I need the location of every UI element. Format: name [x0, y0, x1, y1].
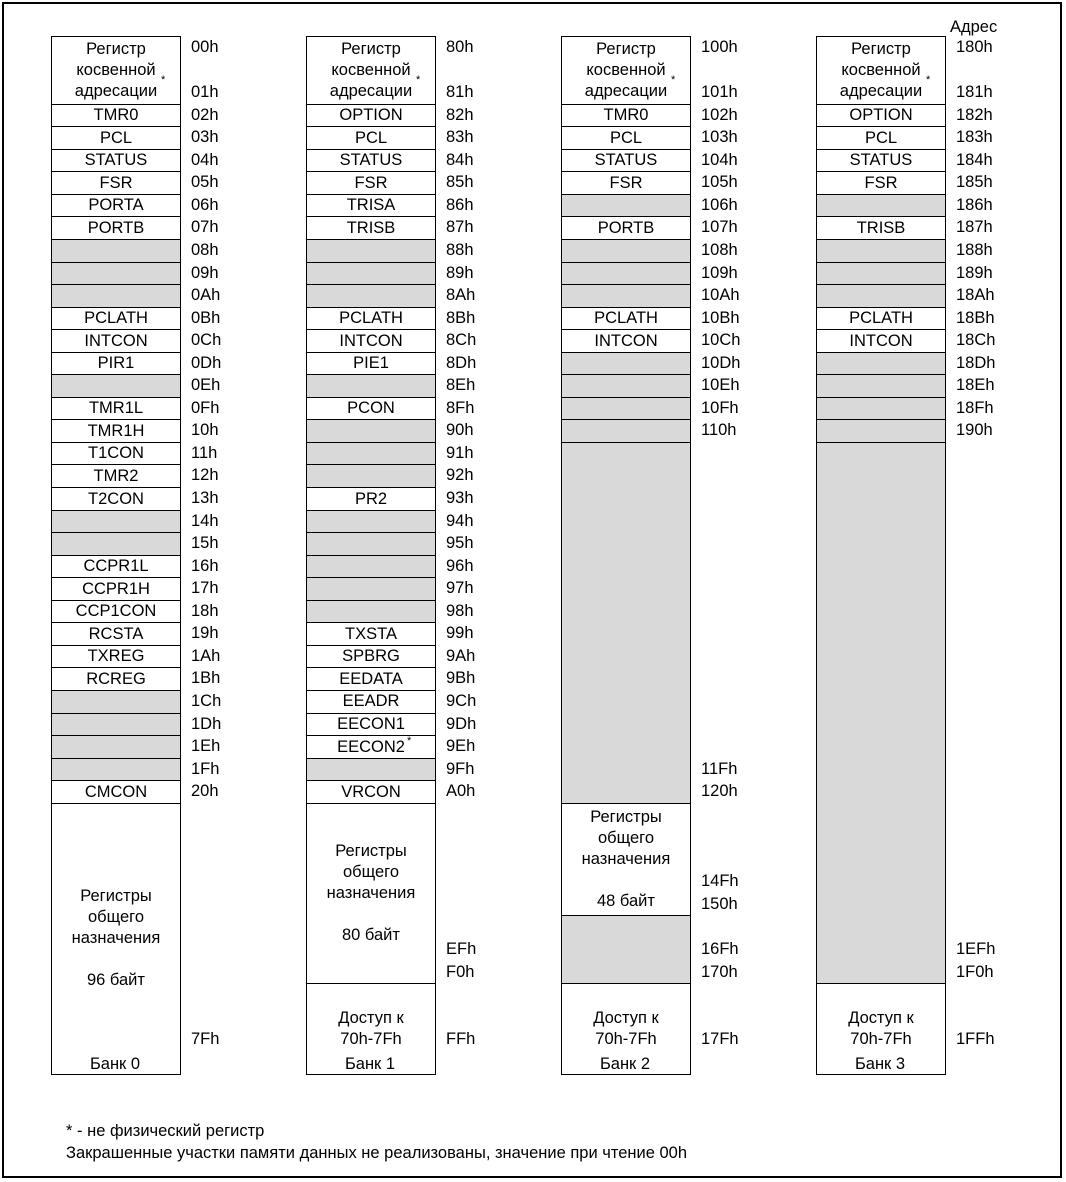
address-label: 83h	[446, 128, 474, 147]
register-cell: INTCON	[51, 329, 181, 353]
address-label: 101h	[701, 83, 738, 102]
address-label: 104h	[701, 150, 738, 169]
register-cell: T1CON	[51, 442, 181, 466]
register-cell: EECON2	[306, 735, 436, 759]
address-label: 120h	[701, 782, 738, 801]
address-label: 11h	[191, 443, 218, 462]
unimplemented-register	[816, 284, 946, 308]
register-cell: Регистры общего назначения 96 байт	[51, 803, 181, 1075]
address-label: 10Eh	[701, 376, 740, 395]
non-physical-marker: *	[671, 74, 676, 86]
address-label: 14h	[191, 511, 219, 530]
address-label: 107h	[701, 218, 738, 237]
address-label: 109h	[701, 263, 738, 282]
address-label: 0Bh	[191, 308, 221, 327]
address-label: 1Eh	[191, 737, 221, 756]
address-label: 1F0h	[956, 962, 994, 981]
address-label: 10Fh	[701, 398, 739, 417]
unimplemented-register	[306, 239, 436, 263]
register-cell: OPTION	[306, 104, 436, 128]
address-label: 80h	[446, 38, 474, 56]
unimplemented-register	[561, 419, 691, 443]
address-label: 103h	[701, 128, 738, 147]
address-label: 01h	[191, 83, 219, 102]
address-label: 8Dh	[446, 353, 477, 372]
unimplemented-register	[306, 442, 436, 466]
address-label: 10Ch	[701, 331, 741, 350]
bank-label: Банк 1	[344, 1054, 396, 1073]
address-label: 105h	[701, 173, 738, 192]
register-cell: VRCON	[306, 780, 436, 804]
address-label: 18Ch	[956, 331, 996, 350]
register-cell: PORTA	[51, 194, 181, 218]
address-label: 7Fh	[191, 1030, 220, 1049]
address-label: 16h	[191, 556, 219, 575]
unimplemented-register	[561, 442, 691, 804]
address-label: 182h	[956, 105, 993, 124]
register-cell: PORTB	[561, 216, 691, 240]
address-label: 1Dh	[191, 714, 222, 733]
address-label: 1EFh	[956, 940, 996, 958]
unimplemented-register	[816, 374, 946, 398]
address-label: 82h	[446, 105, 474, 124]
address-label: 0Ch	[191, 331, 222, 350]
unimplemented-register	[51, 374, 181, 398]
address-label: 18Fh	[956, 398, 994, 417]
address-label: 1Bh	[191, 669, 221, 688]
unimplemented-register	[816, 397, 946, 421]
register-cell: TMR2	[51, 464, 181, 488]
unimplemented-register	[816, 194, 946, 218]
register-cell: TMR0	[51, 104, 181, 128]
address-label: 106h	[701, 195, 738, 214]
address-label: 92h	[446, 466, 474, 485]
address-label: 15h	[191, 534, 219, 553]
non-physical-marker: *	[161, 74, 166, 86]
register-cell: STATUS	[306, 149, 436, 173]
address-label: 0Fh	[191, 398, 220, 417]
unimplemented-register	[51, 510, 181, 534]
register-cell: Регистр косвенной адресации	[816, 36, 946, 105]
unimplemented-register	[561, 239, 691, 263]
address-label: 10Bh	[701, 308, 740, 327]
address-label: 9Eh	[446, 737, 476, 756]
unimplemented-register	[561, 915, 691, 984]
address-label: 07h	[191, 218, 219, 237]
register-cell: STATUS	[51, 149, 181, 173]
address-label: 1Ah	[191, 646, 221, 665]
register-cell: PIE1	[306, 352, 436, 376]
address-label: 186h	[956, 195, 993, 214]
address-label: 88h	[446, 240, 474, 259]
address-label: 108h	[701, 240, 738, 259]
register-cell: TRISB	[306, 216, 436, 240]
address-label: 184h	[956, 150, 993, 169]
address-label: 97h	[446, 579, 474, 598]
address-label: 150h	[701, 894, 738, 913]
register-cell: Регистры общего назначения 80 байт	[306, 803, 436, 985]
register-cell: PCL	[816, 126, 946, 150]
register-cell: INTCON	[306, 329, 436, 353]
address-label: 02h	[191, 105, 219, 124]
address-label: 181h	[956, 83, 993, 102]
address-label: 09h	[191, 263, 219, 282]
unimplemented-register	[51, 758, 181, 782]
register-cell: FSR	[51, 171, 181, 195]
non-physical-marker: *	[416, 74, 421, 86]
register-cell: EEDATA	[306, 667, 436, 691]
unimplemented-register	[306, 374, 436, 398]
diagram-frame	[2, 2, 1062, 1178]
register-cell: PIR1	[51, 352, 181, 376]
bank-label: Банк 3	[854, 1054, 906, 1073]
register-cell: INTCON	[561, 329, 691, 353]
register-cell: PCON	[306, 397, 436, 421]
address-label: 13h	[191, 489, 219, 507]
register-cell: PCLATH	[561, 307, 691, 331]
register-cell: CCPR1H	[51, 577, 181, 601]
address-label: 18Ah	[956, 286, 995, 305]
address-label: F0h	[446, 962, 475, 981]
register-cell: TRISB	[816, 216, 946, 240]
register-cell: STATUS	[561, 149, 691, 173]
address-label: 95h	[446, 534, 474, 553]
address-label: 1Fh	[191, 759, 220, 778]
address-label: 185h	[956, 173, 993, 192]
address-label: 180h	[956, 38, 993, 56]
address-label: 1FFh	[956, 1030, 995, 1049]
non-physical-marker: *	[926, 74, 931, 86]
unimplemented-register	[306, 262, 436, 286]
address-label: A0h	[446, 782, 476, 801]
bank-label: Банк 0	[89, 1054, 141, 1073]
register-cell: Регистры общего назначения 48 байт	[561, 803, 691, 917]
register-cell: TXREG	[51, 645, 181, 669]
address-label: 8Ah	[446, 286, 476, 305]
address-label: 98h	[446, 601, 474, 620]
unimplemented-register	[51, 262, 181, 286]
address-label: 03h	[191, 128, 219, 147]
register-cell: FSR	[816, 171, 946, 195]
register-cell: PR2	[306, 487, 436, 511]
address-label: 18Dh	[956, 353, 996, 372]
register-cell: STATUS	[816, 149, 946, 173]
address-label: 90h	[446, 421, 474, 440]
unimplemented-register	[306, 464, 436, 488]
register-cell: PCLATH	[816, 307, 946, 331]
unimplemented-register	[306, 758, 436, 782]
unimplemented-register	[816, 262, 946, 286]
register-cell: PCL	[561, 126, 691, 150]
address-label: 0Eh	[191, 376, 221, 395]
register-cell: EEADR	[306, 690, 436, 714]
address-label: 19h	[191, 624, 219, 643]
unimplemented-register	[306, 510, 436, 534]
unimplemented-register	[51, 284, 181, 308]
address-label: 9Ch	[446, 691, 477, 710]
register-cell: SPBRG	[306, 645, 436, 669]
footnote-nonphysical: * - не физический регистр	[66, 1122, 265, 1140]
register-cell: PCL	[51, 126, 181, 150]
address-label: 17h	[191, 579, 219, 598]
address-label: 10Dh	[701, 353, 741, 372]
address-label: 20h	[191, 782, 219, 801]
footnote-shaded: Закрашенные участки памяти данных не реализованы, значение при чтение 00h	[66, 1144, 688, 1162]
register-cell: PORTB	[51, 216, 181, 240]
address-label: 04h	[191, 150, 219, 169]
unimplemented-register	[561, 374, 691, 398]
address-label: 110h	[701, 421, 737, 440]
register-cell: CCPR1L	[51, 555, 181, 579]
register-cell: RCSTA	[51, 622, 181, 646]
register-cell: PCL	[306, 126, 436, 150]
address-label: 18Bh	[956, 308, 995, 327]
address-label: 08h	[191, 240, 219, 259]
register-cell: PCLATH	[51, 307, 181, 331]
register-cell: Регистр косвенной адресации	[51, 36, 181, 105]
address-label: 9Ah	[446, 646, 476, 665]
register-cell: Регистр косвенной адресации	[561, 36, 691, 105]
unimplemented-register	[816, 352, 946, 376]
address-label: 100h	[701, 38, 738, 56]
address-label: 9Bh	[446, 669, 476, 688]
register-cell: OPTION	[816, 104, 946, 128]
address-label: 00h	[191, 38, 219, 56]
address-label: 14Fh	[701, 872, 739, 891]
register-cell: Доступ к 70h-7Fh	[561, 983, 691, 1075]
unimplemented-register	[51, 713, 181, 737]
address-label: 0Dh	[191, 353, 222, 372]
address-label: 94h	[446, 511, 474, 530]
address-label: 9Fh	[446, 759, 475, 778]
address-label: 16Fh	[701, 940, 739, 958]
unimplemented-register	[561, 284, 691, 308]
address-label: 0Ah	[191, 286, 221, 305]
register-cell: TMR1H	[51, 419, 181, 443]
address-label: EFh	[446, 940, 477, 958]
unimplemented-register	[306, 284, 436, 308]
address-label: 183h	[956, 128, 993, 147]
address-label: 9Dh	[446, 714, 477, 733]
unimplemented-register	[816, 239, 946, 263]
unimplemented-register	[306, 532, 436, 556]
address-label: 8Bh	[446, 308, 476, 327]
unimplemented-register	[816, 419, 946, 443]
address-label: 18Eh	[956, 376, 995, 395]
register-cell: EECON1	[306, 713, 436, 737]
address-label: 8Ch	[446, 331, 477, 350]
unimplemented-register	[51, 532, 181, 556]
address-label: 86h	[446, 195, 474, 214]
register-cell: INTCON	[816, 329, 946, 353]
address-label: 12h	[191, 466, 219, 485]
unimplemented-register	[561, 194, 691, 218]
register-cell: FSR	[306, 171, 436, 195]
address-label: 84h	[446, 150, 474, 169]
register-cell: CCP1CON	[51, 600, 181, 624]
unimplemented-register	[306, 600, 436, 624]
bank-label: Банк 2	[599, 1054, 651, 1073]
register-cell: FSR	[561, 171, 691, 195]
unimplemented-register	[51, 690, 181, 714]
address-label: 96h	[446, 556, 474, 575]
address-label: 10h	[191, 421, 219, 440]
address-label: 05h	[191, 173, 219, 192]
address-label: 10Ah	[701, 286, 740, 305]
register-cell: T2CON	[51, 487, 181, 511]
address-label: 189h	[956, 263, 993, 282]
address-label: 187h	[956, 218, 993, 237]
register-cell: TMR0	[561, 104, 691, 128]
register-cell: TMR1L	[51, 397, 181, 421]
unimplemented-register	[561, 397, 691, 421]
address-label: 18h	[191, 601, 219, 620]
unimplemented-register	[51, 239, 181, 263]
address-label: 06h	[191, 195, 219, 214]
unimplemented-register	[51, 735, 181, 759]
address-label: 102h	[701, 105, 738, 124]
register-cell: CMCON	[51, 780, 181, 804]
address-label: 99h	[446, 624, 474, 643]
address-label: 81h	[446, 83, 474, 102]
address-label: 91h	[446, 443, 474, 462]
register-cell: Доступ к 70h-7Fh	[816, 983, 946, 1075]
register-cell: RCREG	[51, 667, 181, 691]
register-cell: PCLATH	[306, 307, 436, 331]
address-label: 188h	[956, 240, 993, 259]
address-label: 85h	[446, 173, 474, 192]
address-label: 11Fh	[701, 759, 738, 778]
unimplemented-register	[561, 262, 691, 286]
address-label: 170h	[701, 962, 738, 981]
address-label: 93h	[446, 489, 474, 507]
address-label: 87h	[446, 218, 474, 237]
address-label: 1Ch	[191, 691, 222, 710]
unimplemented-register	[306, 555, 436, 579]
address-column-header: Адрес	[950, 18, 998, 36]
unimplemented-register	[306, 577, 436, 601]
non-physical-marker: *	[407, 735, 412, 748]
unimplemented-register	[816, 442, 946, 985]
register-cell: Регистр косвенной адресации	[306, 36, 436, 105]
unimplemented-register	[306, 419, 436, 443]
address-label: 89h	[446, 263, 474, 282]
address-label: 8Fh	[446, 398, 475, 417]
register-cell: TXSTA	[306, 622, 436, 646]
register-cell: TRISA	[306, 194, 436, 218]
address-label: 190h	[956, 421, 993, 440]
register-cell: Доступ к 70h-7Fh	[306, 983, 436, 1075]
unimplemented-register	[561, 352, 691, 376]
address-label: 17Fh	[701, 1030, 739, 1049]
address-label: 8Eh	[446, 376, 476, 395]
address-label: FFh	[446, 1030, 476, 1049]
